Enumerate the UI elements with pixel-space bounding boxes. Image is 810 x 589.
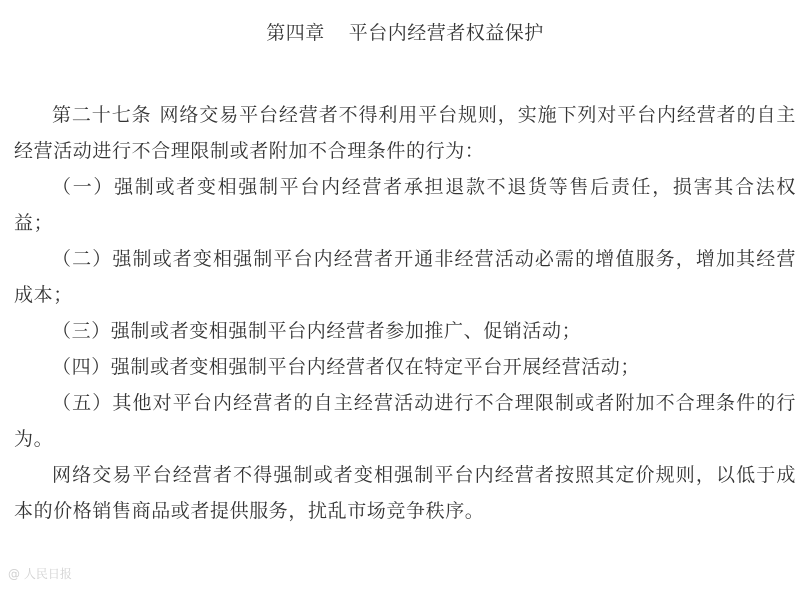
closing-paragraph: 网络交易平台经营者不得强制或者变相强制平台内经营者按照其定价规则，以低于成本的价格销售商品或者提供服务，扰乱市场竞争秩序。 [14, 464, 796, 522]
article-number: 第二十七条 [52, 104, 152, 126]
article-intro-paragraph [14, 97, 796, 169]
article-item: （五）其他对平台内经营者的自主经营活动进行不合理限制或者附加不合理条件的行为。 [14, 392, 796, 450]
article-item: （二）强制或者变相强制平台内经营者开通非经营活动必需的增值服务，增加其经营成本； [14, 248, 796, 306]
chapter-title: 平台内经营者权益保护 [348, 22, 544, 44]
article-intro: 网络交易平台经营者不得利用平台规则，实施下列对平台内经营者的自主经营活动进行不合理限制或者附加不合理条件的行为： [14, 104, 796, 162]
article-body [14, 97, 796, 529]
chapter-number: 第四章 [266, 22, 325, 44]
watermark: @ 人民日报 [8, 567, 72, 581]
chapter-heading [0, 18, 810, 48]
article-item: （三）强制或者变相强制平台内经营者参加推广、促销活动； [52, 320, 582, 342]
article-item: （四）强制或者变相强制平台内经营者仅在特定平台开展经营活动； [52, 356, 641, 378]
article-item: （一）强制或者变相强制平台内经营者承担退款不退货等售后责任，损害其合法权益； [14, 176, 796, 234]
